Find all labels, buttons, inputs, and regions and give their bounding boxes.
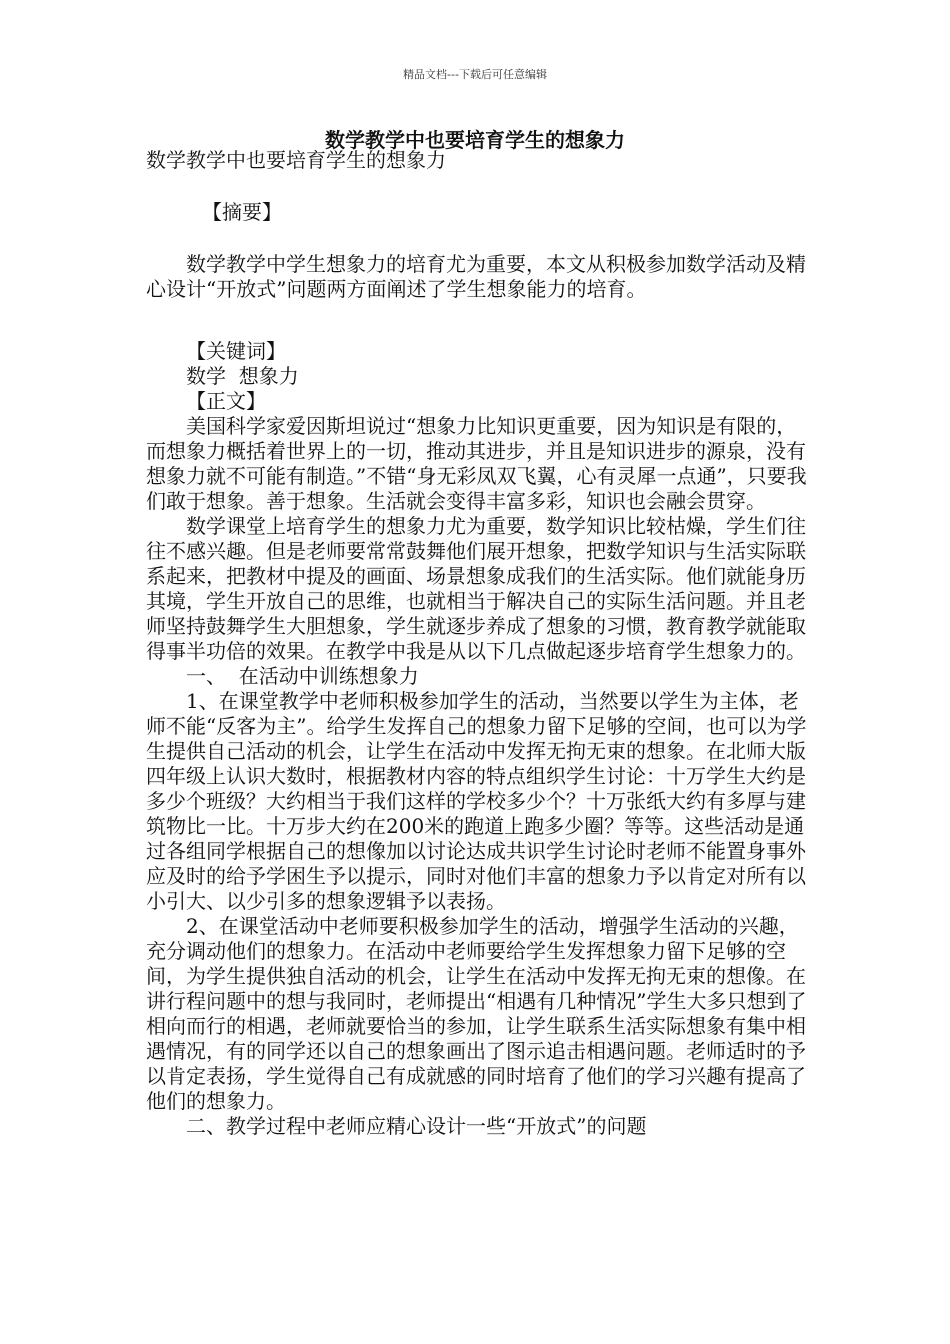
header-note: 精品文档---下载后可任意编辑	[403, 68, 547, 81]
abstract-heading: 【摘要】	[202, 200, 282, 224]
main-text-heading: 【正文】	[186, 389, 266, 413]
keywords-text: 数学 想象力	[186, 364, 299, 388]
keywords-heading: 【关键词】	[186, 339, 286, 363]
body-paragraph: 数学课堂上培育学生的想象力尤为重要，数学知识比较枯燥，学生们往往不感兴趣。但是老师要常常鼓舞他们展开想象，把数学知识与生活实际联系起来，把教材中提及的画面、场景想象成我们的生活实际。他们就能身历其境，学生开放自己的思维，也就相当于解决自己的实际生活问题。并且老师坚持鼓舞学生大胆想象，学生就逐步养成了想象的习惯，教育教学就能取得事半功倍的效果。在教学中我是从以下几点做起逐步培育学生想象力的。	[146, 514, 806, 663]
body-paragraph: 2、在课堂活动中老师要积极参加学生的活动，增强学生活动的兴趣，充分调动他们的想象力。在活动中老师要给学生发挥想象力留下足够的空间，为学生提供独自活动的机会，让学生在活动中发挥无拘无束的想像。在讲行程问题中的想与我同时，老师提出“相遇有几种情况”学生大多只想到了相向而行的相遇，老师就要恰当的参加，让学生联系生活实际想象有集中相遇情况，有的同学还以自己的想象画出了图示追击相遇问题。老师适时的予以肯定表扬，学生觉得自己有成就感的同时培育了他们的学习兴趣有提高了他们的想象力。	[146, 914, 807, 1113]
abstract-text: 数学教学中学生想象力的培育尤为重要，本文从积极参加数学活动及精心设计“开放式”问题两方面阐述了学生想象能力的培育。	[146, 252, 806, 301]
document-title: 数学教学中也要培育学生的想象力	[325, 128, 625, 152]
body-paragraph: 1、在课堂教学中老师积极参加学生的活动，当然要以学生为主体，老师不能“反客为主”。给学生发挥自己的想象力留下足够的空间，也可以为学生提供自己活动的机会，让学生在活动中发挥无拘无束的想象。在北师大版四年级上认识大数时，根据教材内容的特点组织学生讨论：十万学生大约是多少个班级？大约相当于我们这样的学校多少个？十万张纸大约有多厚与建筑物比一比。十万步大约在200米的跑道上跑多少圈？等等。这些活动是通过各组同学根据自己的想像加以讨论达成共识学生讨论时老师不能置身事外应及时的给予学困生予以提示，同时对他们丰富的想象力予以肯定对所有以小引大、以少引多的想象逻辑予以表扬。	[146, 689, 807, 913]
body-paragraph: 美国科学家爱因斯坦说过“想象力比知识更重要，因为知识是有限的，而想象力概括着世界上的一切，推动其进步，并且是知识进步的源泉，没有想象力就不可能有制造。”不错“身无彩凤双飞翼，心有灵犀一点通”，只要我们敢于想象。善于想象。生活就会变得丰富多彩，知识也会融会贯穿。	[146, 414, 807, 513]
document-body	[146, 148, 810, 1139]
section-heading: 二、教学过程中老师应精心设计一些“开放式”的问题	[186, 1114, 647, 1138]
section-heading: 一、 在活动中训练想象力	[186, 664, 419, 688]
document-subtitle: 数学教学中也要培育学生的想象力	[146, 148, 446, 172]
